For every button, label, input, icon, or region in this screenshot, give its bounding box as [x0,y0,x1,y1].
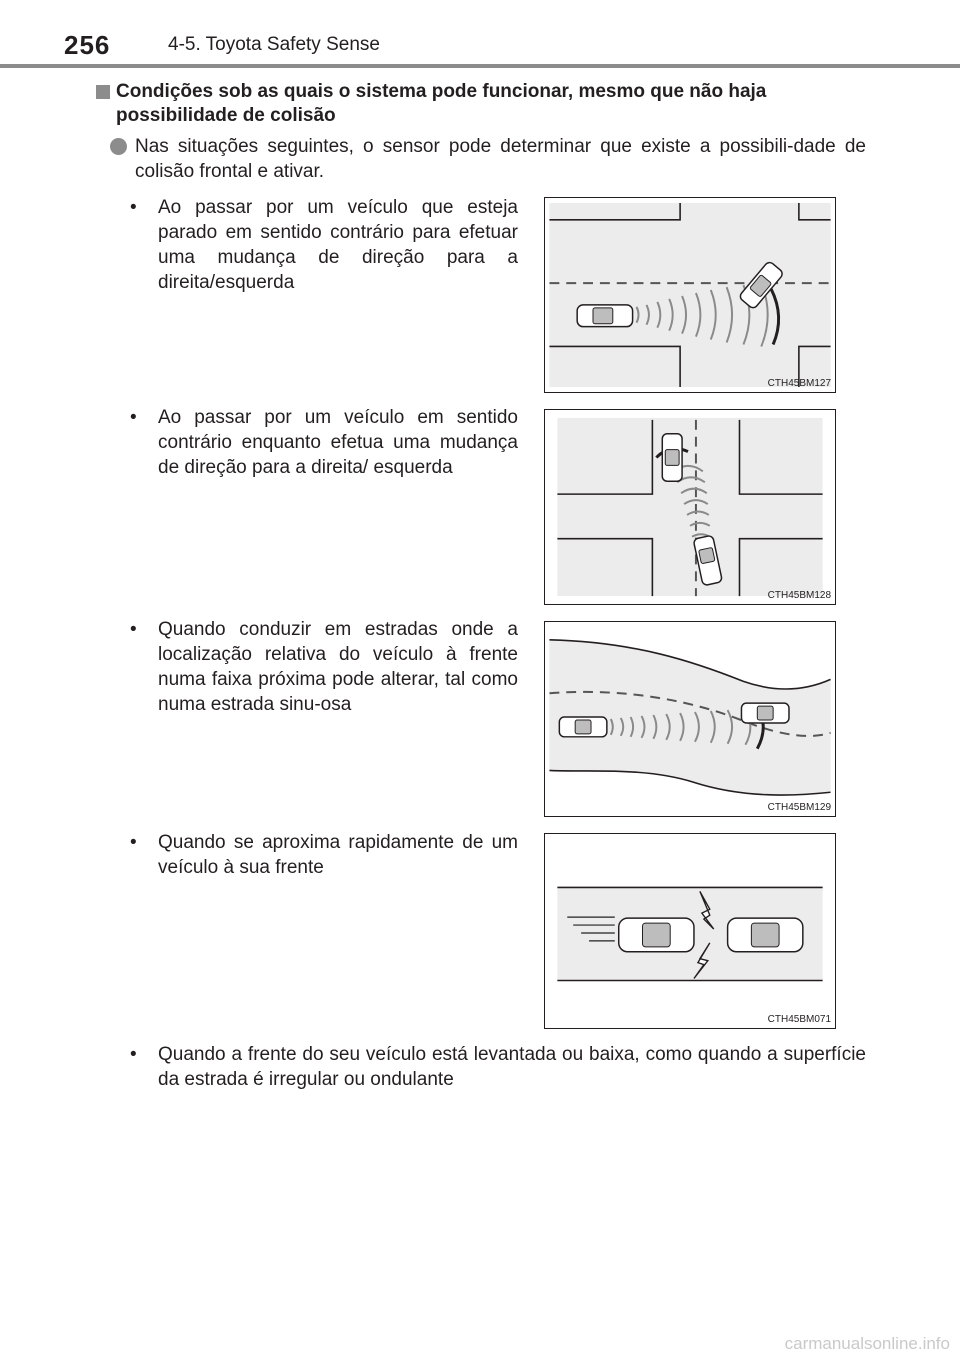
rapid-approach-illustration [545,834,835,1028]
list-item [126,617,518,717]
intersection-illustration [545,410,835,604]
winding-road-illustration [545,622,835,816]
figure-code: CTH45BM071 [767,1014,831,1025]
circle-bullet-icon [110,138,127,155]
figure-code: CTH45BM129 [767,802,831,813]
watermark: carmanualsonline.info [784,1334,950,1353]
figure-rapid-approach [544,833,836,1029]
bullet: • [130,407,137,428]
intro-paragraph [110,134,866,184]
list-item [126,405,518,480]
figure-code: CTH45BM127 [767,378,831,389]
figure-code: CTH45BM128 [767,590,831,601]
figure-oncoming-while-turning [544,409,836,605]
list-item [126,830,518,880]
subsection-heading [96,80,866,128]
bullet: • [130,832,137,853]
bullet: • [130,197,137,218]
figure-winding-road [544,621,836,817]
intersection-illustration [545,198,835,392]
list-item-text: Ao passar por um veículo que esteja parado em sentido contrário para efetuar uma mudança de direção para a direita/esquerda [158,197,518,293]
list-item-text: Ao passar por um veículo em sentido contrário enquanto efetua uma mudança de direção para a direita/ esquerda [158,407,518,478]
square-bullet-icon [96,85,110,99]
list-item-text: Quando conduzir em estradas onde a localização relativa do veículo à frente numa faixa próxima pode alterar, tal como numa estrada sinu-osa [158,619,518,715]
intro-text: Nas situações seguintes, o sensor pode determinar que existe a possibili-dade de colisão frontal e ativar. [135,136,866,182]
list-item-text: Quando se aproxima rapidamente de um veículo à sua frente [158,832,518,878]
header-rule [0,64,960,68]
list-item [126,1042,866,1092]
figure-oncoming-stopped-turn [544,197,836,393]
bullet: • [130,1044,137,1065]
page-number: 256 [64,30,111,60]
section-title: 4-5. Toyota Safety Sense [168,34,380,55]
list-item [126,195,518,295]
bullet: • [130,619,137,640]
list-item-text: Quando a frente do seu veículo está levantada ou baixa, como quando a superfície da estrada é irregular ou ondulante [158,1044,866,1090]
subsection-heading-text: Condições sob as quais o sistema pode funcionar, mesmo que não haja possibilidade de colisão [116,81,767,126]
